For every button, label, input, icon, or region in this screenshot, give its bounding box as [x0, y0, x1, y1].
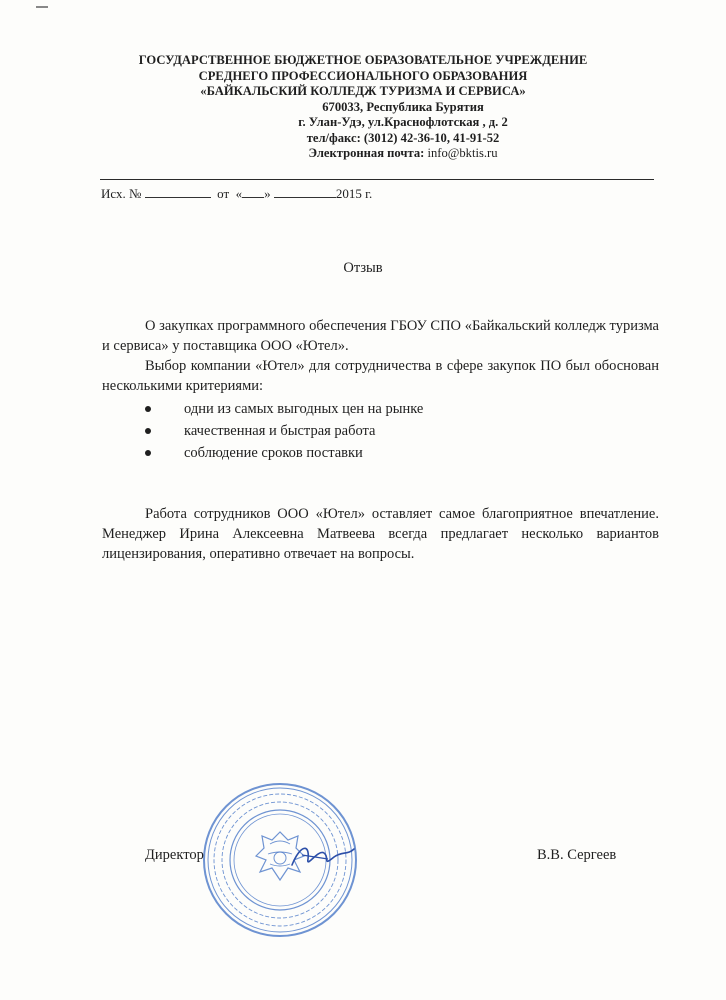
- open-quote: «: [235, 186, 243, 201]
- scan-mark: [36, 6, 48, 8]
- list-item: [102, 442, 659, 464]
- signatory-name: В.В. Сергеев: [537, 847, 617, 863]
- email-label: Электронная почта:: [308, 146, 425, 160]
- day-blank: [242, 185, 264, 198]
- criteria-text: одни из самых выгодных цен на рынке: [184, 401, 424, 417]
- criteria-text: соблюдение сроков поставки: [184, 445, 363, 461]
- document-title: Отзыв: [343, 260, 383, 276]
- bullet-icon: [145, 428, 151, 434]
- org-name-line1: ГОСУДАРСТВЕННОЕ БЮДЖЕТНОЕ ОБРАЗОВАТЕЛЬНОЕ УЧРЕЖДЕНИЕ: [138, 53, 588, 67]
- criteria-list: [102, 398, 659, 464]
- paragraph-criteria-lead: Выбор компании «Ютел» для сотрудничества в сфере закупок ПО был обоснован несколькими критериями:: [102, 358, 659, 394]
- month-blank: [274, 185, 336, 198]
- close-quote: »: [264, 186, 271, 201]
- document-body: [102, 316, 659, 564]
- outgoing-number-line: [101, 185, 372, 202]
- phone-fax: тел/факс: (3012) 42-36-10, 41-91-52: [306, 130, 500, 145]
- list-item: [102, 420, 659, 442]
- org-name-line3: «БАЙКАЛЬСКИЙ КОЛЛЕДЖ ТУРИЗМА И СЕРВИСА»: [200, 84, 526, 98]
- bullet-icon: [145, 406, 151, 412]
- bullet-icon: [145, 450, 151, 456]
- paragraph-intro: О закупках программного обеспечения ГБОУ СПО «Байкальский колледж туризма и сервиса» у поставщика ООО «Ютел».: [102, 318, 659, 354]
- outgoing-from-label: от: [217, 186, 230, 201]
- header-divider: [100, 179, 654, 180]
- year-label: 2015 г.: [335, 186, 373, 201]
- street-address: г. Улан-Удэ, ул.Краснофлотская , д. 2: [298, 115, 508, 129]
- postal-address: 670033, Республика Бурятия: [322, 99, 484, 114]
- criteria-text: качественная и быстрая работа: [184, 423, 376, 439]
- paragraph-feedback: Работа сотрудников ООО «Ютел» оставляет самое благоприятное впечатление. Менеджер Ирина Алексеевна Матвеева всегда предлагает несколько вариантов лицензирования, оперативно отвечает на вопросы.: [102, 506, 659, 562]
- outgoing-number-label: Исх. №: [101, 186, 142, 201]
- email-link[interactable]: info@bktis.ru: [427, 146, 498, 160]
- signatory-position: Директор: [145, 847, 204, 863]
- org-name-line2: СРЕДНЕГО ПРОФЕССИОНАЛЬНОГО ОБРАЗОВАНИЯ: [198, 68, 528, 83]
- outgoing-number-blank: [145, 185, 211, 198]
- list-item: [102, 398, 659, 420]
- letterhead: [60, 53, 666, 162]
- email-line: [60, 146, 666, 162]
- signature-icon: [288, 835, 358, 875]
